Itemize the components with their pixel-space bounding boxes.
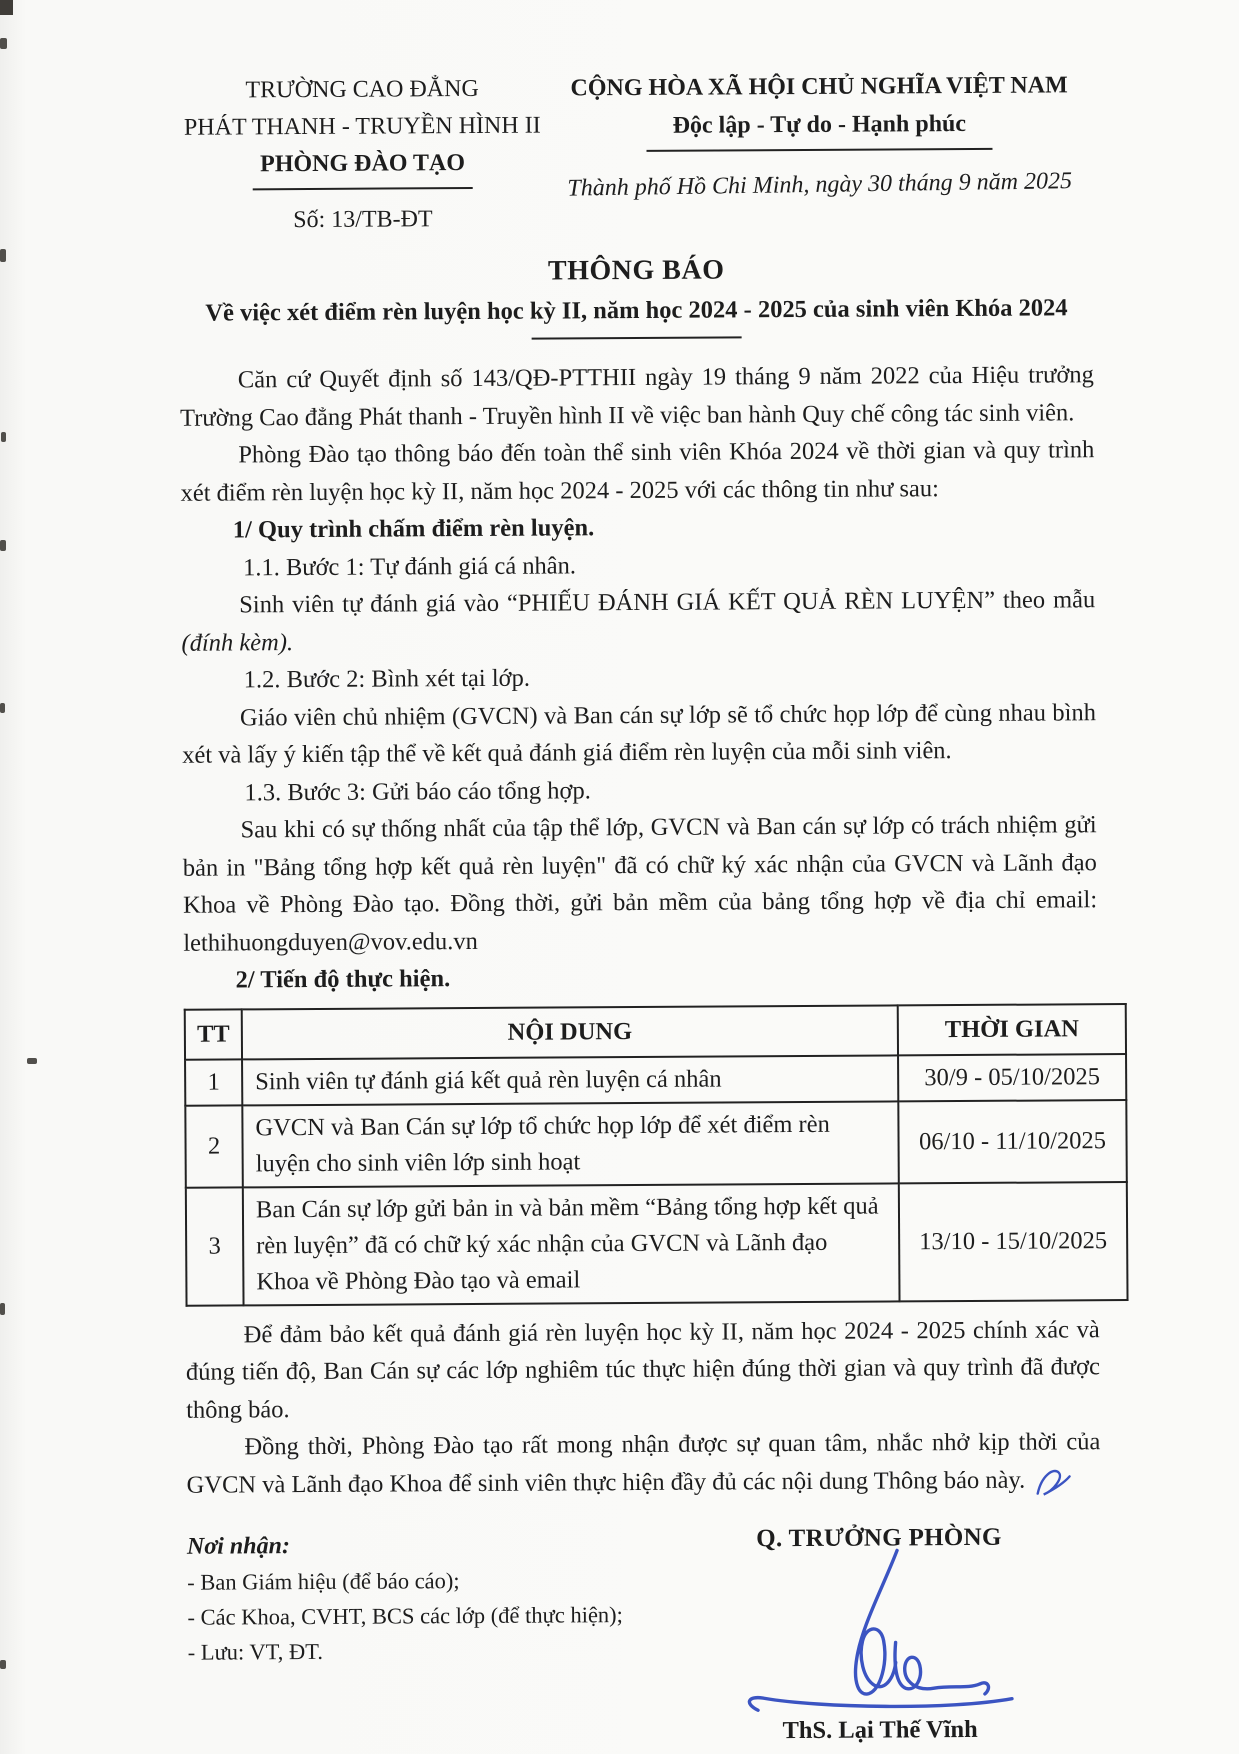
document-title: THÔNG BÁO xyxy=(547,254,725,287)
document-content xyxy=(178,67,1108,1748)
schedule-table xyxy=(184,1003,1129,1307)
document-subtitle: Về việc xét điểm rèn luyện học kỳ II, năm học 2024 - 2025 của sinh viên Khóa 2024 xyxy=(205,294,1068,327)
recipient-line: - Các Khoa, CVHT, BCS các lớp (để thực hiện); xyxy=(187,1601,623,1630)
paragraph-step3-detail: Sau khi có sự thống nhất của tập thể lớp, GVCN và Ban cán sự lớp có trách nhiệm gửi bản in "Bảng tổng hợp kết quả rèn luyện" đã có chữ ký xác nhận của GVCN và Lãnh đạo Khoa về Phòng Đào tạo. Đồng thời, gửi bản mềm của bảng tổng hợp về địa chỉ email: lethihuongduyen@vov.edu.vn xyxy=(182,811,1098,957)
paragraph-closing xyxy=(186,1423,1100,1506)
national-motto: Độc lập - Tự do - Hạnh phúc xyxy=(647,106,993,152)
section-1-heading: 1/ Quy trình chấm điểm rèn luyện. xyxy=(232,514,595,544)
row1-index: 1 xyxy=(185,1059,242,1105)
step-1-2: 1.2. Bước 2: Bình xét tại lớp. xyxy=(243,664,531,694)
row3-index: 3 xyxy=(186,1187,244,1305)
scan-corner-mark xyxy=(0,0,13,15)
scan-artifact xyxy=(0,540,6,551)
closing-text: Đồng thời, Phòng Đào tạo rất mong nhận được sự quan tâm, nhắc nhở kịp thời của GVCN và Lãnh đạo Khoa để sinh viên thực hiện đầy đủ các nội dung Thông báo này. xyxy=(186,1428,1101,1499)
recipients-block xyxy=(187,1525,658,1748)
title-block xyxy=(179,252,1093,342)
title-underline xyxy=(532,336,742,339)
paragraph-step1-detail xyxy=(181,581,1095,662)
scan-artifact xyxy=(1,432,6,442)
section-2-heading: 2/ Tiến độ thực hiện. xyxy=(235,965,451,994)
org-name-line1: TRƯỜNG CAO ĐẲNG xyxy=(245,75,479,104)
col-header-noidung: NỘI DUNG xyxy=(242,1005,898,1059)
national-title: CỘNG HÒA XÃ HỘI CHỦ NGHĨA VIỆT NAM xyxy=(570,72,1068,102)
table-row xyxy=(186,1182,1128,1306)
recipient-line: - Ban Giám hiệu (để báo cáo); xyxy=(187,1567,460,1595)
row1-content: Sinh viên tự đánh giá kết quả rèn luyện cá nhân xyxy=(242,1055,898,1105)
col-header-tt: TT xyxy=(185,1009,242,1059)
document-footer xyxy=(187,1523,1102,1749)
paragraph-step2-detail: Giáo viên chủ nhiệm (GVCN) và Ban cán sự lớp sẽ tổ chức họp lớp để cùng nhau bình xét và lấy ý kiến tập thể về kết quả đánh giá điểm rèn luyện của mỗi sinh viên. xyxy=(182,698,1097,769)
org-name-line2: PHÁT THANH - TRUYỀN HÌNH II xyxy=(183,112,541,141)
scan-artifact xyxy=(0,249,6,262)
recipient-line: - Lưu: VT, ĐT. xyxy=(187,1638,324,1665)
step-1-1: 1.1. Bước 1: Tự đánh giá cá nhân. xyxy=(242,551,577,581)
row3-content: Ban Cán sự lớp gửi bản in và bản mềm “Bảng tổng hợp kết quả rèn luyện” đã có chữ ký xác nhận của GVCN và Lãnh đạo Khoa về Phòng Đào tạo và email xyxy=(243,1183,900,1305)
row1-timeframe: 30/9 - 05/10/2025 xyxy=(898,1054,1126,1101)
row2-index: 2 xyxy=(185,1105,242,1187)
step-1-3: 1.3. Bước 3: Gửi báo cáo tổng hợp. xyxy=(244,776,591,806)
place-dateline: Thành phố Hồ Chi Minh, ngày 30 tháng 9 năm 2025 xyxy=(567,168,1073,202)
scan-artifact xyxy=(0,1303,5,1315)
signer-name: ThS. Lại Thế Vĩnh xyxy=(782,1715,978,1744)
step1-detail-text: Sinh viên tự đánh giá vào “PHIẾU ĐÁNH GIÁ KẾT QUẢ RÈN LUYỆN” theo mẫu xyxy=(239,586,1096,619)
attachment-note: (đính kèm). xyxy=(181,628,294,657)
paragraph-legal-basis: Căn cứ Quyết định số 143/QĐ-PTTHII ngày 19 tháng 9 năm 2022 của Hiệu trưởng Trường Cao đẳng Phát thanh - Truyền hình II về việc ban hành Quy chế công tác sinh viên. xyxy=(180,361,1094,432)
national-motto-block xyxy=(546,67,1093,237)
handwritten-signature xyxy=(719,1545,1040,1715)
table-row xyxy=(185,1054,1126,1106)
table-row xyxy=(185,1100,1126,1188)
scan-artifact xyxy=(27,1058,37,1064)
row2-content: GVCN và Ban Cán sự lớp tổ chức họp lớp để xét điểm rèn luyện cho sinh viên lớp sinh hoạt xyxy=(242,1101,898,1187)
org-department: PHÒNG ĐÀO TẠO xyxy=(252,145,473,190)
document-header xyxy=(178,67,1093,240)
table-header-row xyxy=(185,1004,1126,1060)
paragraph-compliance: Để đảm bảo kết quả đánh giá rèn luyện học kỳ II, năm học 2024 - 2025 chính xác và đúng tiến độ, Ban Cán sự các lớp nghiêm túc thực hiện đúng thời gian và quy trình đã được thông báo. xyxy=(185,1315,1101,1424)
scan-artifact xyxy=(0,1660,6,1669)
row2-timeframe: 06/10 - 11/10/2025 xyxy=(898,1100,1126,1183)
issuing-org-block xyxy=(178,71,547,240)
handwritten-initial xyxy=(1027,1463,1073,1501)
paragraph-announcement: Phòng Đào tạo thông báo đến toàn thể sinh viên Khóa 2024 về thời gian và quy trình xét điểm rèn luyện học kỳ II, năm học 2024 - 2025 với các thông tin như sau: xyxy=(180,436,1095,507)
signer-title: Q. TRƯỞNG PHÒNG xyxy=(756,1523,1002,1552)
col-header-thoigian: THỜI GIAN xyxy=(898,1004,1126,1055)
document-number: Số: 13/TB-ĐT xyxy=(293,206,433,234)
signature-block xyxy=(657,1523,1102,1746)
scan-artifact xyxy=(0,703,5,713)
recipients-label: Nơi nhận: xyxy=(186,1532,291,1560)
row3-timeframe: 13/10 - 15/10/2025 xyxy=(899,1182,1128,1301)
scan-artifact xyxy=(0,38,7,49)
